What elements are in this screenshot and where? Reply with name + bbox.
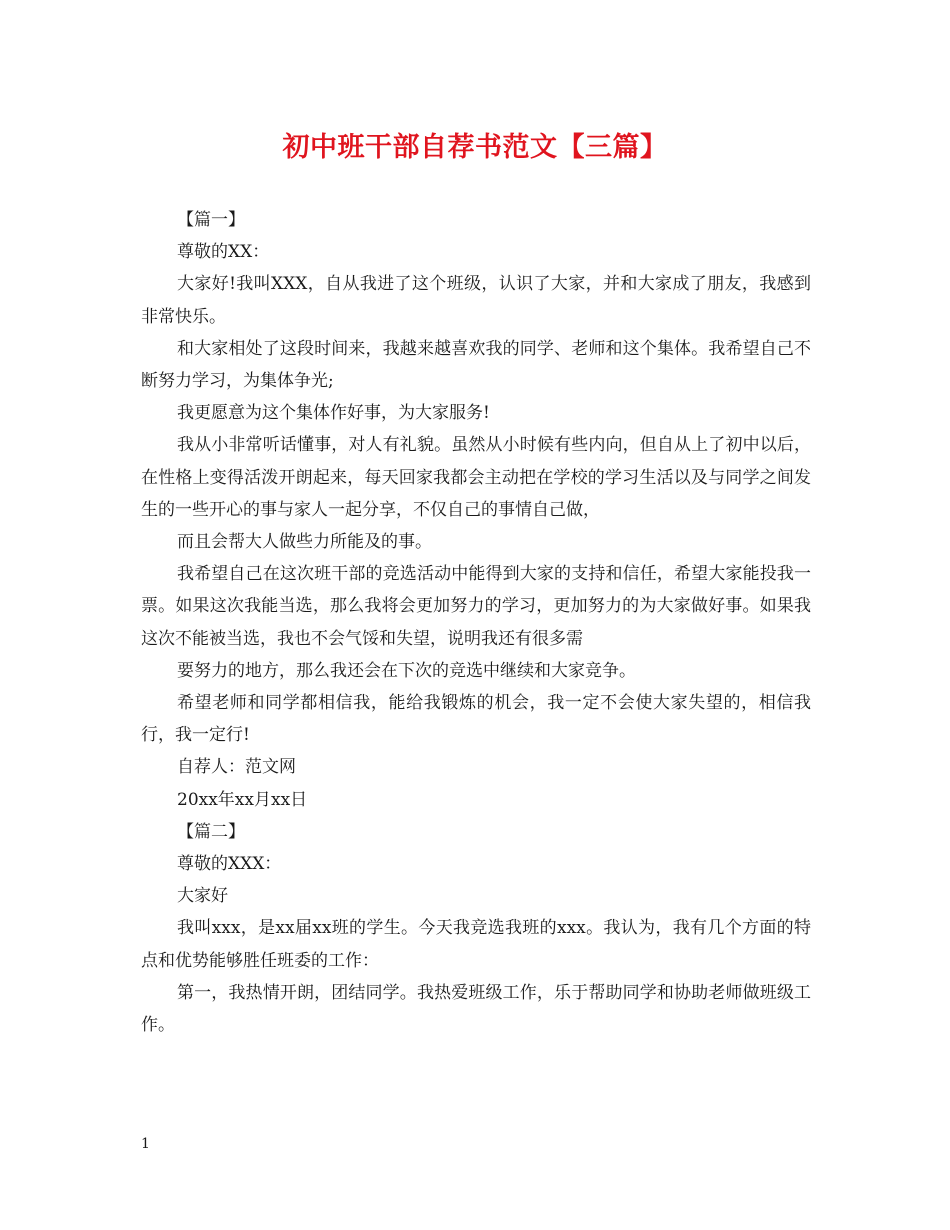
salutation: 尊敬的XX： <box>177 242 270 263</box>
paragraph: 要努力的地方，那么我还会在下次的竞选中继续和大家竞争。 <box>177 660 636 681</box>
date-line: 20xx年xx月xx日 <box>177 789 308 810</box>
signature: 自荐人：范文网 <box>177 757 296 778</box>
paragraph: 我希望自己在这次班干部的竞选活动中能得到大家的支持和信任，希望大家能投我一票。如果这次我能当选，那么我将会更加努力的学习，更加努力的为大家做好事。如果我这次不能被当选，我也不会气馁和失望，说明我还有很多需 <box>141 564 811 649</box>
section-heading-2: 【篇二】 <box>177 821 245 842</box>
greeting: 大家好 <box>177 886 228 907</box>
paragraph: 我从小非常听话懂事，对人有礼貌。虽然从小时候有些内向，但自从上了初中以后，在性格上变得活泼开朗起来，每天回家我都会主动把在学校的学习生活以及与同学之间发生的一些开心的事与家人一起分享，不仅自己的事情自己做， <box>141 435 811 520</box>
document-title: 初中班干部自荐书范文【三篇】 <box>282 132 668 163</box>
paragraph: 和大家相处了这段时间来，我越来越喜欢我的同学、老师和这个集体。我希望自己不断努力学习，为集体争光; <box>141 338 811 392</box>
paragraph: 第一，我热情开朗，团结同学。我热爱班级工作，乐于帮助同学和协助老师做班级工作。 <box>141 982 811 1036</box>
paragraph: 我更愿意为这个集体作好事，为大家服务! <box>177 403 490 424</box>
section-heading-1: 【篇一】 <box>177 210 245 230</box>
paragraph: 而且会帮大人做些力所能及的事。 <box>177 532 432 553</box>
paragraph: 希望老师和同学都相信我，能给我锻炼的机会，我一定不会使大家失望的，相信我行，我一定行! <box>141 693 811 746</box>
paragraph: 我叫xxx，是xx届xx班的学生。今天我竞选我班的xxx。我认为，我有几个方面的特点和优势能够胜任班委的工作： <box>141 918 811 971</box>
salutation: 尊敬的XXX： <box>177 854 282 875</box>
page-number: 1 <box>141 1136 150 1152</box>
document-body <box>141 204 811 1041</box>
paragraph: 大家好!我叫XXX，自从我进了这个班级，认识了大家，并和大家成了朋友，我感到非常快乐。 <box>141 274 811 327</box>
